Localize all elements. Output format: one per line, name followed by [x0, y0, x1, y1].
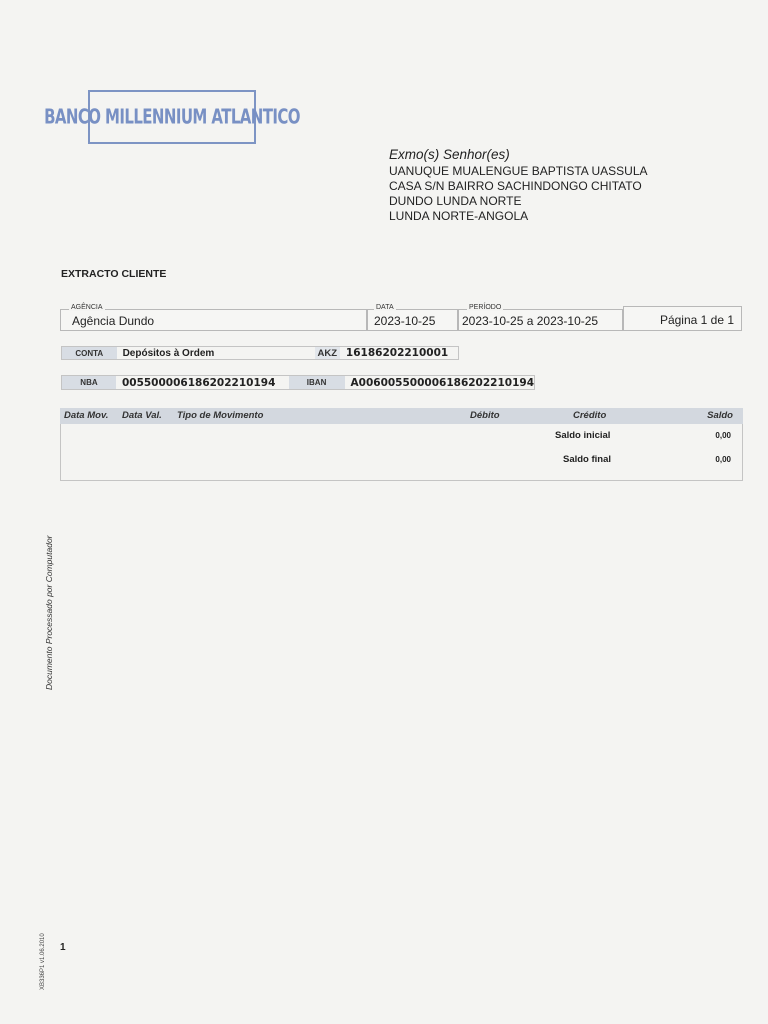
bank-stamp — [44, 90, 300, 144]
col-debito: Débito — [470, 410, 500, 421]
form-code: XB336P1 v1.06.2010 — [40, 933, 46, 990]
col-data-val: Data Val. — [122, 410, 162, 421]
col-credito: Crédito — [573, 410, 607, 421]
address-line-1: CASA S/N BAIRRO SACHINDONGO CHITATO — [389, 179, 642, 193]
col-saldo: Saldo — [707, 410, 733, 421]
agencia-caption: AGÊNCIA — [71, 304, 103, 311]
nba-label: NBA — [62, 376, 116, 389]
account-number: 16186202210001 — [345, 347, 449, 359]
iban-value: A006005500006186202210194 — [350, 376, 534, 389]
processed-by-computer-note: Documento Processado por Computador — [44, 535, 54, 690]
saldo-final-value: 0,00 — [715, 455, 731, 464]
saldo-inicial-label: Saldo inicial — [555, 430, 611, 441]
document-title: EXTRACTO CLIENTE — [61, 268, 167, 280]
pagina-box — [623, 306, 742, 331]
data-box — [367, 304, 458, 331]
conta-label: CONTA — [62, 347, 117, 359]
address-line-2: DUNDO LUNDA NORTE — [389, 194, 522, 208]
col-data-mov: Data Mov. — [64, 410, 109, 421]
page-indicator: Página 1 de 1 — [659, 313, 734, 327]
recipient-name: UANUQUE MUALENGUE BAPTISTA UASSULA — [389, 164, 648, 178]
nba-iban-row — [61, 375, 535, 390]
periodo-caption: PERÍODO — [469, 304, 502, 311]
periodo-box — [458, 304, 623, 331]
saldo-inicial-value: 0,00 — [715, 431, 731, 440]
agencia-box — [60, 304, 367, 331]
address-line-3: LUNDA NORTE-ANGOLA — [389, 209, 529, 223]
recipient-address — [389, 164, 648, 224]
movements-table-header — [60, 408, 743, 424]
bank-stamp-text: BANCO MILLENNIUM ATLANTICO — [44, 104, 300, 130]
iban-label: IBAN — [289, 376, 345, 389]
page-number: 1 — [60, 942, 66, 953]
greeting: Exmo(s) Senhor(es) — [389, 147, 510, 162]
periodo-value: 2023-10-25 a 2023-10-25 — [462, 314, 599, 328]
data-caption: DATA — [376, 304, 394, 311]
col-tipo-movimento: Tipo de Movimento — [177, 410, 264, 421]
conta-type: Depósitos à Ordem — [122, 347, 215, 359]
conta-row — [61, 346, 459, 360]
saldo-final-label: Saldo final — [563, 454, 612, 465]
agencia-value: Agência Dundo — [72, 314, 155, 328]
movements-table-body — [60, 424, 743, 481]
data-value: 2023-10-25 — [374, 314, 436, 328]
nba-value: 005500006186202210194 — [121, 376, 276, 389]
currency-label: AKZ — [315, 347, 340, 359]
